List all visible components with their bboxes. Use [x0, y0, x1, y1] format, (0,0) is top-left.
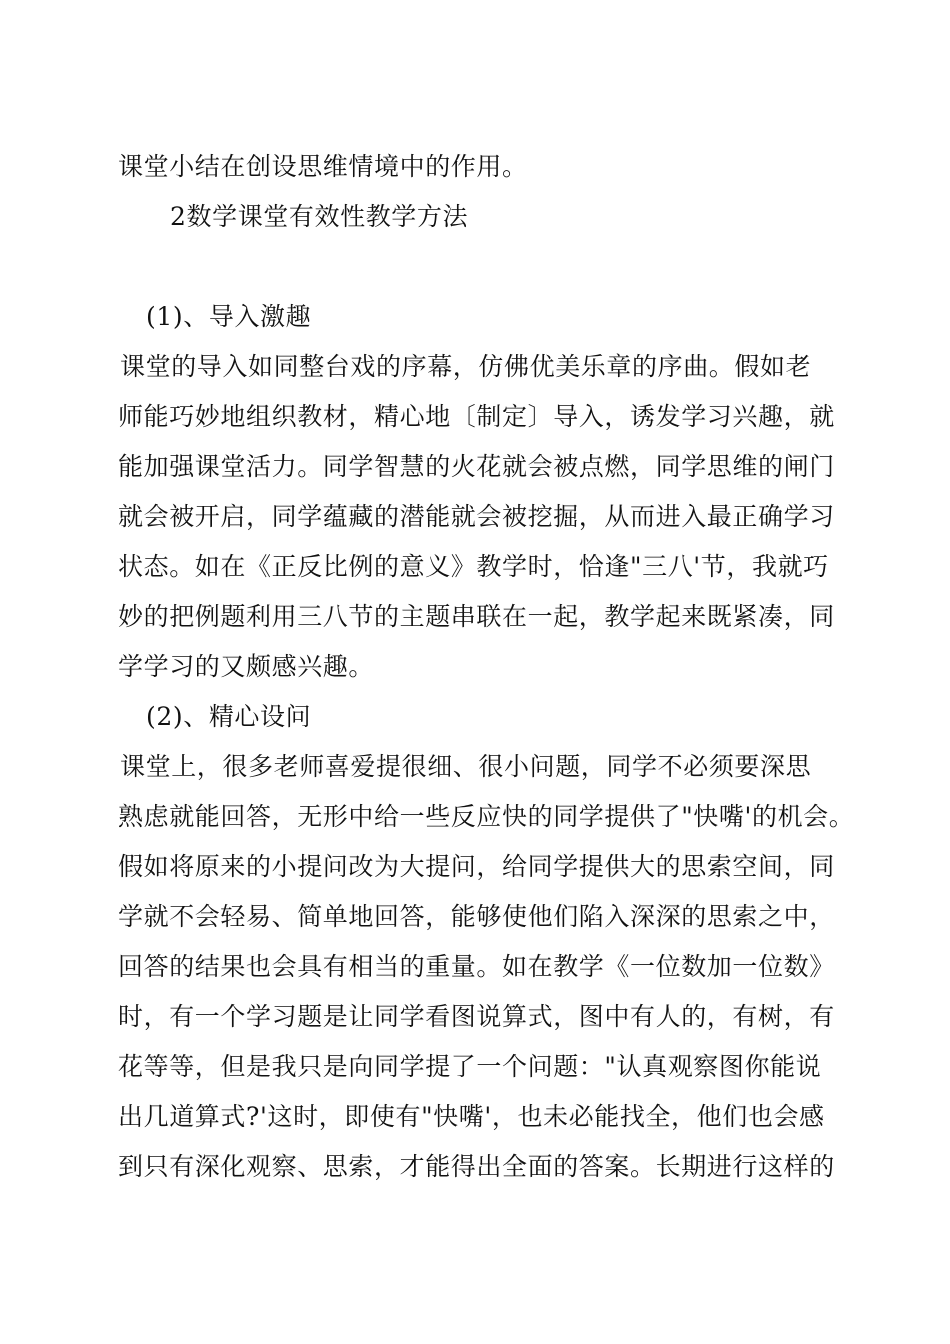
paragraph-line: 花等等，但是我只是向同学提了一个问题："认真观察图你能说 — [118, 1052, 822, 1081]
paragraph-line: 时，有一个学习题是让同学看图说算式，图中有人的，有树，有 — [118, 1002, 835, 1031]
paragraph-line: 回答的结果也会具有相当的重量。如在教学《一位数加一位数》 — [118, 952, 835, 981]
section-heading: 2数学课堂有效性教学方法 — [170, 202, 469, 231]
paragraph-line: 能加强课堂活力。同学智慧的火花就会被点燃，同学思维的闸门 — [118, 452, 835, 481]
subsection-heading: (1)、导入激趣 — [146, 302, 312, 331]
paragraph-line: 课堂小结在创设思维情境中的作用。 — [118, 152, 528, 181]
paragraph-line: 妙的把例题利用三八节的主题串联在一起，教学起来既紧凑，同 — [118, 602, 835, 631]
paragraph-line: 假如将原来的小提问改为大提问，给同学提供大的思索空间，同 — [118, 852, 835, 881]
paragraph-line: 课堂的导入如同整台戏的序幕，仿佛优美乐章的序曲。假如老 — [120, 352, 812, 381]
paragraph-line: 就会被开启，同学蕴藏的潜能就会被挖掘，从而进入最正确学习 — [118, 502, 835, 531]
paragraph-line: 状态。如在《正反比例的意义》教学时，恰逢"三八'节，我就巧 — [118, 552, 829, 581]
paragraph-line: 师能巧妙地组织教材，精心地〔制定〕导入，诱发学习兴趣，就 — [118, 402, 835, 431]
paragraph-line: 到只有深化观察、思索，才能得出全面的答案。长期进行这样的 — [118, 1152, 835, 1181]
subsection-heading: (2)、精心设问 — [146, 702, 312, 731]
paragraph-line: 出几道算式?'这时，即使有"快嘴'，也未必能找全，他们也会感 — [118, 1102, 825, 1131]
paragraph-line: 学就不会轻易、简单地回答，能够使他们陷入深深的思索之中， — [118, 902, 835, 931]
paragraph-line: 课堂上，很多老师喜爱提很细、很小问题，同学不必须要深思 — [120, 752, 812, 781]
paragraph-line: 学学习的又颇感兴趣。 — [118, 652, 375, 681]
paragraph-line: 熟虑就能回答，无形中给一些反应快的同学提供了"快嘴'的机会。 — [118, 802, 855, 831]
